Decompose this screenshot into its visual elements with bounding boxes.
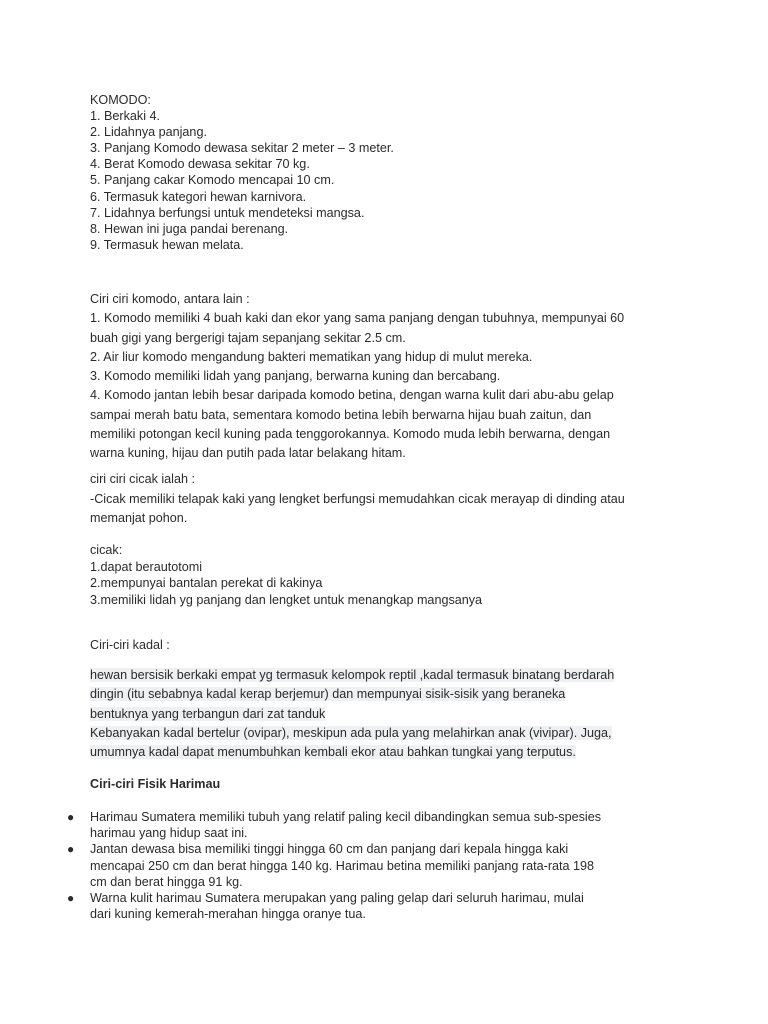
text-line: sampai merah batu bata, sementara komodo betina lebih berwarna hijau buah zaitun, dan	[90, 407, 592, 422]
list-item-text: harimau yang hidup saat ini.	[90, 826, 248, 841]
komodo-item: 8. Hewan ini juga pandai berenang.	[90, 221, 289, 236]
list-item-text: cm dan berat hingga 91 kg.	[90, 874, 243, 889]
ciri-cicak-heading: ciri ciri cicak ialah :	[90, 472, 195, 486]
komodo-heading: KOMODO:	[90, 93, 151, 107]
highlighted-text-line: umumnya kadal dapat menumbuhkan kembali ekor atau bahkan tungkai yang terputus.	[90, 745, 576, 760]
komodo-item: 3. Panjang Komodo dewasa sekitar 2 meter – 3 meter.	[90, 141, 394, 156]
cicak-list	[90, 542, 690, 608]
highlighted-text-line: bentuknya yang terbangun dari zat tanduk	[90, 706, 326, 721]
bullet-icon: ●	[67, 842, 75, 857]
text-line: warna kuning, hijau dan putih pada latar belakang hitam.	[90, 446, 406, 461]
komodo-item: 2. Lidahnya panjang.	[90, 125, 207, 140]
kadal-title: Ciri-ciri kadal :	[90, 638, 170, 652]
komodo-item: 1. Berkaki 4.	[90, 109, 160, 124]
komodo-item: 4. Berat Komodo dewasa sekitar 70 kg.	[90, 157, 310, 172]
cicak-heading: cicak:	[90, 543, 123, 557]
text-line: -Cicak memiliki telapak kaki yang lengket berfungsi memudahkan cicak merayap di dinding atau	[90, 491, 625, 506]
list-item-text: Harimau Sumatera memiliki tubuh yang relatif paling kecil dibandingkan semua sub-spesies	[90, 810, 602, 824]
ciri-komodo-heading: Ciri ciri komodo, antara lain :	[90, 292, 250, 306]
list-item	[60, 890, 700, 922]
bullet-icon: ●	[67, 891, 75, 906]
list-item	[60, 809, 700, 841]
ciri-cicak-section	[90, 470, 690, 529]
text-line: memanjat pohon.	[90, 511, 188, 525]
komodo-item: 9. Termasuk hewan melata.	[90, 237, 244, 252]
ciri-komodo-section	[90, 290, 690, 464]
list-item-text: Jantan dewasa bisa memiliki tinggi hingga 60 cm dan panjang dari kepala hingga kaki	[90, 842, 569, 857]
list-item	[60, 841, 700, 890]
list-item-text: dari kuning kemerah-merahan hingga oranye tua.	[90, 907, 366, 922]
kadal-paragraph	[90, 666, 690, 762]
text-line: 1. Komodo memiliki 4 buah kaki dan ekor yang sama panjang dengan tubuhnya, mempunyai 60	[90, 311, 625, 326]
bullet-icon: ●	[67, 810, 75, 824]
harimau-bullet-list	[60, 809, 700, 922]
highlighted-text-line: Kebanyakan kadal bertelur (ovipar), meskipun ada pula yang melahirkan anak (vivipar). Juga,	[90, 725, 612, 740]
highlighted-text-line: hewan bersisik berkaki empat yg termasuk kelompok reptil ,kadal termasuk binatang berdarah	[90, 668, 615, 682]
cicak-item: 3.memiliki lidah yg panjang dan lengket untuk menangkap mangsanya	[90, 592, 483, 607]
komodo-item: 5. Panjang cakar Komodo mencapai 10 cm.	[90, 173, 335, 188]
cicak-item: 1.dapat berautotomi	[90, 559, 203, 574]
highlighted-text-line: dingin (itu sebabnya kadal kerap berjemur) dan mempunyai sisik-sisik yang beraneka	[90, 687, 566, 702]
list-item-text: Warna kulit harimau Sumatera merupakan yang paling gelap dari seluruh harimau, mulai	[90, 891, 584, 906]
komodo-item: 7. Lidahnya berfungsi untuk mendeteksi mangsa.	[90, 205, 365, 220]
text-line: 2. Air liur komodo mengandung bakteri mematikan yang hidup di mulut mereka.	[90, 349, 533, 364]
text-line: buah gigi yang bergerigi tajam sepanjang sekitar 2.5 cm.	[90, 330, 406, 345]
harimau-title: Ciri-ciri Fisik Harimau	[90, 777, 221, 791]
harimau-heading	[90, 775, 690, 793]
text-line: 4. Komodo jantan lebih besar daripada komodo betina, dengan warna kulit dari abu-abu gelap	[90, 388, 614, 403]
list-item-text: mencapai 250 cm dan berat hingga 140 kg. Harimau betina memiliki panjang rata-rata 198	[90, 858, 595, 873]
text-line: 3. Komodo memiliki lidah yang panjang, berwarna kuning dan bercabang.	[90, 369, 501, 384]
text-line: memiliki potongan kecil kuning pada tenggorokannya. Komodo muda lebih berwarna, dengan	[90, 427, 611, 442]
komodo-item: 6. Termasuk kategori hewan karnivora.	[90, 189, 307, 204]
komodo-list	[90, 92, 690, 253]
kadal-heading	[90, 636, 690, 654]
cicak-item: 2.mempunyai bantalan perekat di kakinya	[90, 576, 323, 590]
